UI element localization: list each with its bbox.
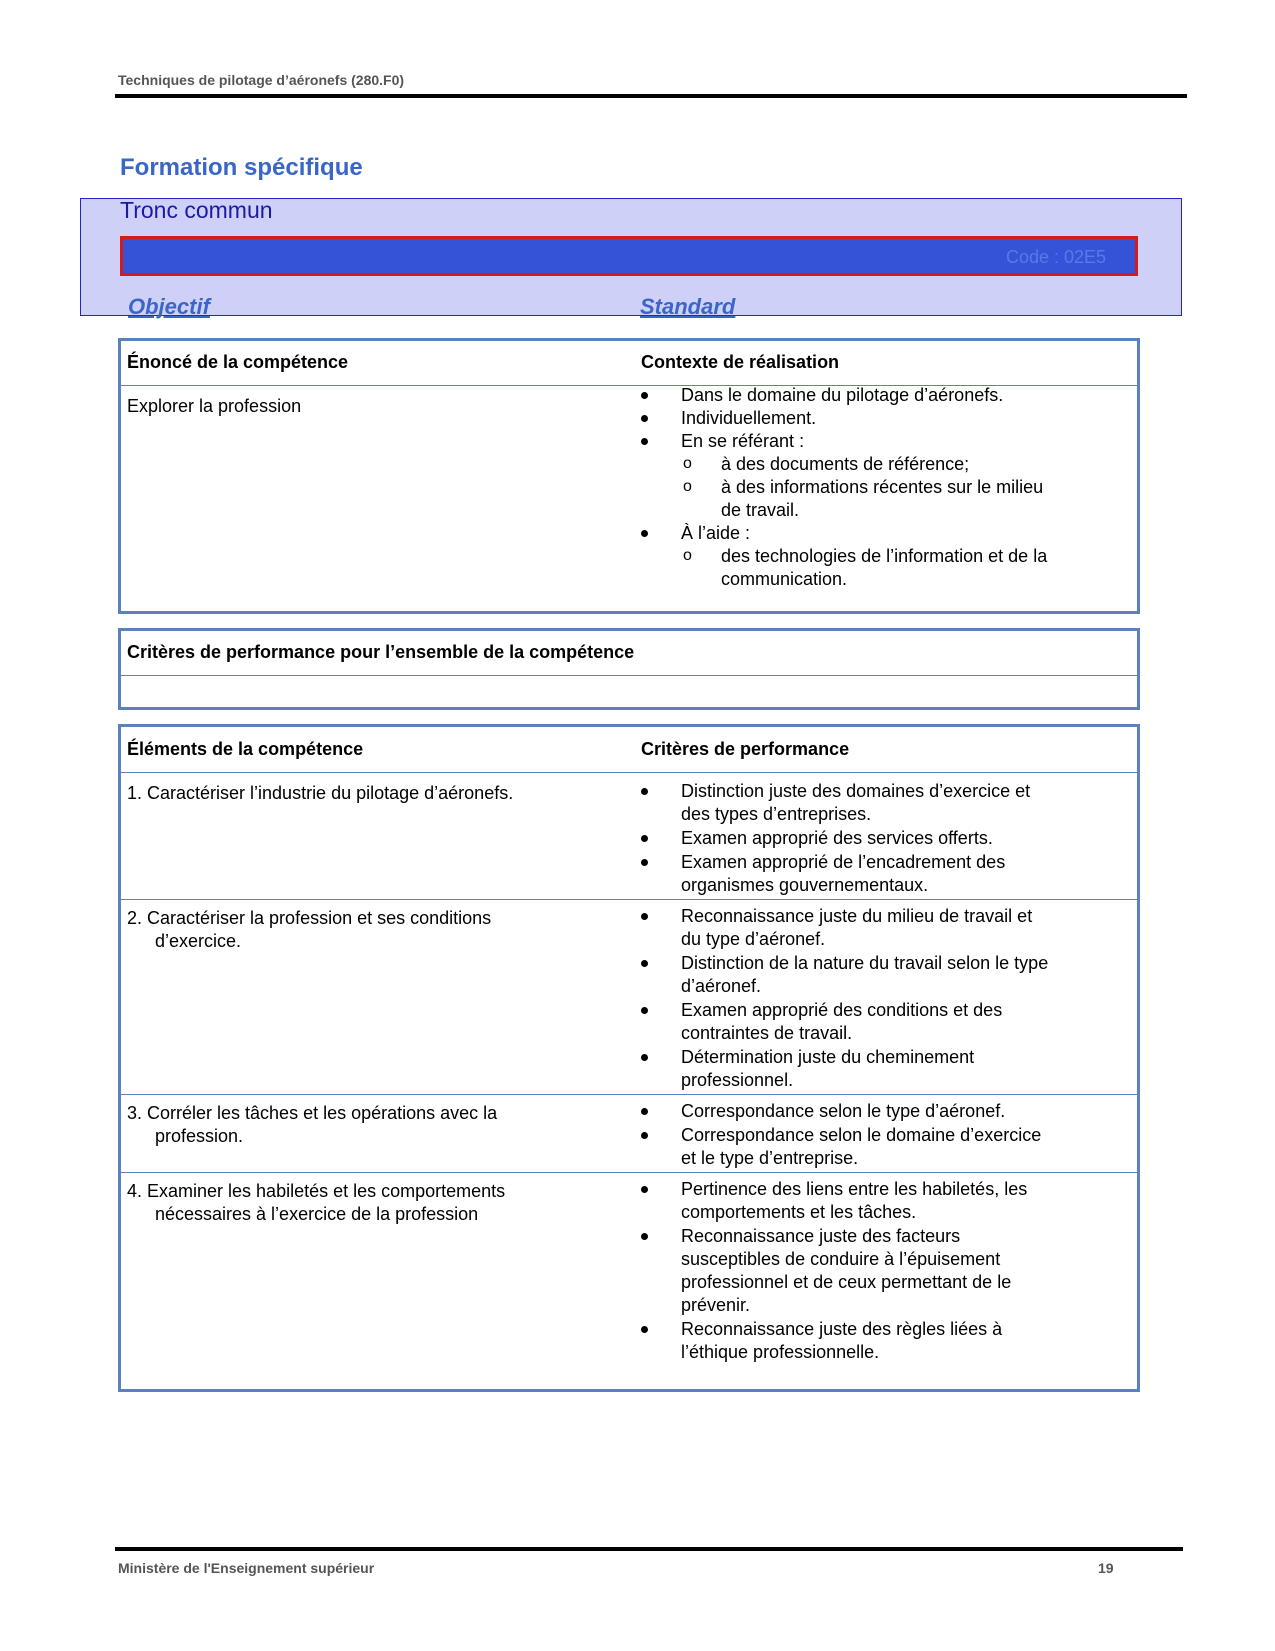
criterion-line: Reconnaissance juste du milieu de travail et [681,906,1033,926]
criterion-line: des types d’entreprises. [681,804,872,824]
global-criteria-header: Critères de performance pour l’ensemble de la compétence [127,642,635,662]
global-criteria-table [118,628,1140,710]
criterion-line: Correspondance selon le type d’aéronef. [681,1101,1006,1121]
circle-bullet-icon: o [683,478,692,495]
criterion-line: Distinction de la nature du travail selon le type [681,953,1049,973]
circle-bullet-icon: o [683,455,692,472]
elements-table [118,724,1140,1392]
criterion-line: prévenir. [681,1295,751,1315]
bullet-icon [641,859,648,866]
criterion-line: Reconnaissance juste des règles liées à [681,1319,1003,1339]
element-line: 3. Corréler les tâches et les opérations avec la [127,1103,498,1123]
criterion-line: l’éthique professionnelle. [681,1342,880,1362]
competence-code: Code : 02E5 [1006,247,1107,267]
criterion-line: susceptibles de conduire à l’épuisement [681,1249,1001,1269]
competence-statement-header: Énoncé de la compétence [127,352,349,372]
criterion-line: et le type d’entreprise. [681,1148,859,1168]
competence-statement: Explorer la profession [127,396,302,416]
bullet-icon [641,415,648,422]
bullet-icon [641,392,648,399]
element-line: 2. Caractériser la profession et ses conditions [127,908,492,928]
element-line: 1. Caractériser l’industrie du pilotage d’aéronefs. [127,783,514,803]
context-item-line: Dans le domaine du pilotage d’aéronefs. [681,385,1004,405]
context-item-line: des technologies de l’information et de la [721,546,1048,566]
criterion-line: Examen approprié des services offerts. [681,828,993,848]
bullet-icon [641,788,648,795]
criterion-line: professionnel. [681,1070,794,1090]
criterion-line: professionnel et de ceux permettant de le [681,1272,1012,1292]
circle-bullet-icon: o [683,547,692,564]
row-separator [121,1172,1137,1173]
row-separator [121,1094,1137,1095]
bullet-icon [641,1132,648,1139]
criterion-line: contraintes de travail. [681,1023,853,1043]
bullet-icon [641,835,648,842]
bullet-icon [641,960,648,967]
elements-header: Éléments de la compétence [127,739,364,759]
footer-ministry: Ministère de l'Enseignement supérieur [118,1560,375,1576]
criterion-line: Examen approprié de l’encadrement des [681,852,1006,872]
objective-heading: Objectif [128,294,210,319]
bullet-icon [641,1054,648,1061]
element-line: 4. Examiner les habiletés et les comportements [127,1181,506,1201]
standard-heading: Standard [640,294,736,319]
code-bar [120,236,1138,276]
running-header: Techniques de pilotage d’aéronefs (280.F0) [118,72,405,88]
criterion-line: Pertinence des liens entre les habiletés, les [681,1179,1028,1199]
bullet-icon [641,530,648,537]
context-item-line: à des informations récentes sur le milieu [721,477,1044,497]
bullet-icon [641,913,648,920]
criterion-line: Correspondance selon le domaine d’exercice [681,1125,1042,1145]
bullet-icon [641,1108,648,1115]
context-item-line: Individuellement. [681,408,817,428]
elements-table-header [121,727,1137,773]
context-item-line: de travail. [721,500,800,520]
criterion-line: d’aéronef. [681,976,762,996]
context-item-line: à des documents de référence; [721,454,970,474]
section-subtitle: Tronc commun [120,197,273,223]
criterion-line: organismes gouvernementaux. [681,875,929,895]
competence-table-header [121,341,1137,386]
section-title: Formation spécifique [120,154,363,181]
criterion-line: du type d’aéronef. [681,929,826,949]
global-criteria-header-row [121,631,1137,676]
bullet-icon [641,1326,648,1333]
criterion-line: comportements et les tâches. [681,1202,917,1222]
footer-rule [115,1547,1183,1551]
context-item-line: En se référant : [681,431,805,451]
criterion-line: Reconnaissance juste des facteurs [681,1226,961,1246]
header-rule [115,94,1187,98]
page-number: 19 [1098,1560,1114,1576]
bullet-icon [641,1186,648,1193]
competence-table [118,338,1140,614]
row-separator [121,899,1137,900]
context-item-line: communication. [721,569,848,589]
element-line: d’exercice. [155,931,242,951]
context-header: Contexte de réalisation [641,352,840,372]
element-line: nécessaires à l’exercice de la profession [155,1204,479,1224]
criteria-header: Critères de performance [641,739,850,759]
bullet-icon [641,1007,648,1014]
context-item-line: À l’aide : [681,523,751,543]
bullet-icon [641,1233,648,1240]
bullet-icon [641,438,648,445]
criterion-line: Examen approprié des conditions et des [681,1000,1003,1020]
element-line: profession. [155,1126,244,1146]
criterion-line: Distinction juste des domaines d’exercice et [681,781,1031,801]
criterion-line: Détermination juste du cheminement [681,1047,975,1067]
